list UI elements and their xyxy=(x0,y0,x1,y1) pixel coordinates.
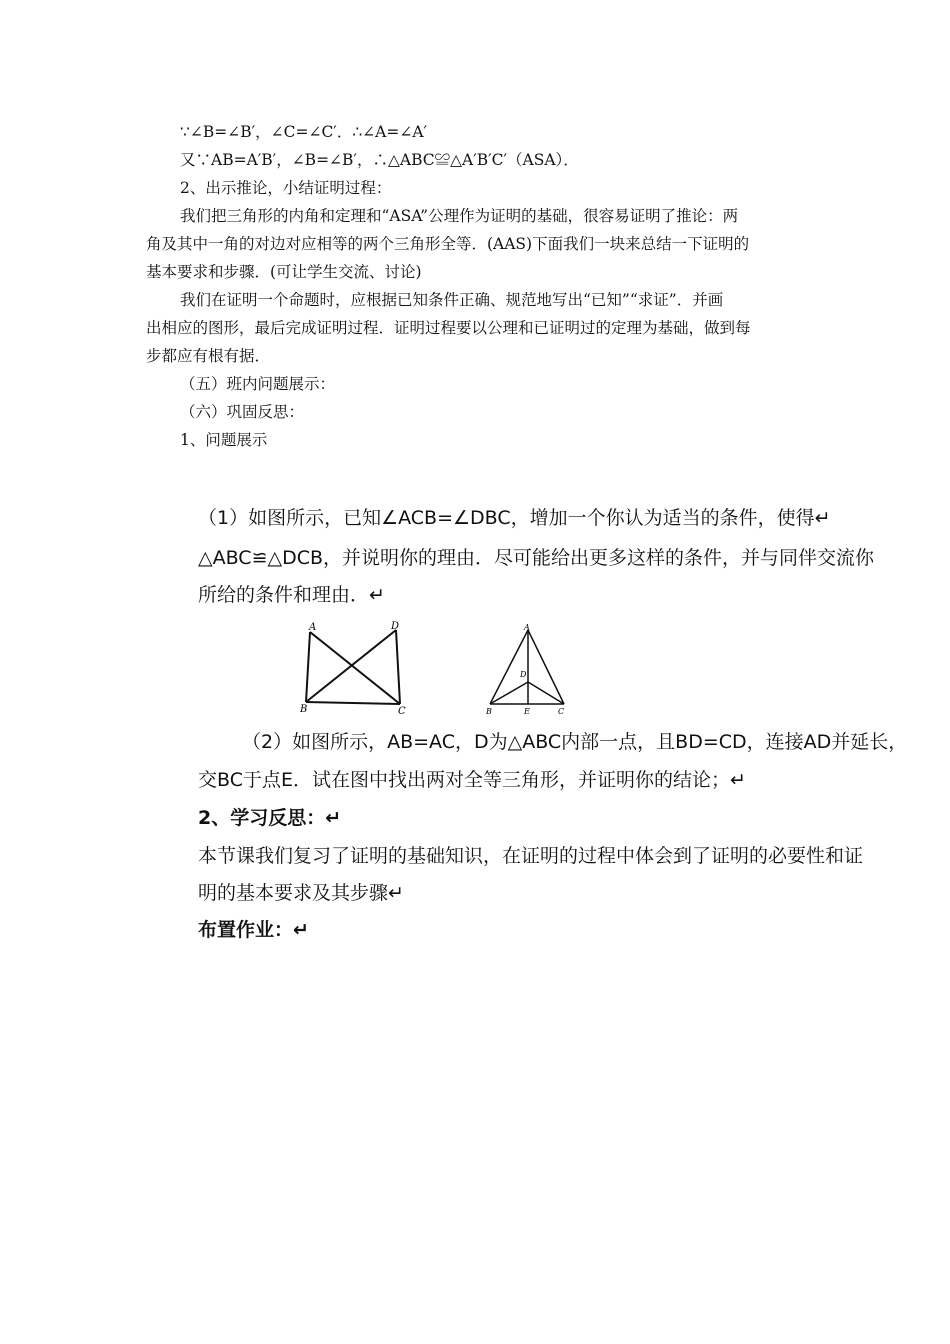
section-five-title: （五）班内问题展示： xyxy=(180,375,336,393)
problem-2-line: 交BC于点E．试在图中找出两对全等三角形，并证明你的结论；↵ xyxy=(198,769,746,791)
label-E: E xyxy=(524,707,530,716)
problem-1-line: 所给的条件和理由．↵ xyxy=(198,584,385,606)
proof-line-2: 又∵AB=A′B′，∠B=∠B′，∴△ABC≌△A′B′C′（ASA）． xyxy=(180,151,579,169)
label-A: A xyxy=(309,622,317,633)
paragraph-line: 我们在证明一个命题时，应根据已知条件正确、规范地写出“已知”“求证”．并画 xyxy=(180,291,724,309)
paragraph-line: 步都应有根有据． xyxy=(146,347,271,365)
paragraph-line: 基本要求和步骤．(可让学生交流、讨论) xyxy=(146,263,422,281)
reflection-heading: 2、学习反思：↵ xyxy=(198,807,342,829)
reflection-line: 本节课我们复习了证明的基础知识，在证明的过程中体会到了证明的必要性和证 xyxy=(198,845,864,867)
reflection-line: 明的基本要求及其步骤↵ xyxy=(198,882,404,904)
label-B: B xyxy=(486,707,492,716)
label-B: B xyxy=(300,704,308,715)
label-A: A xyxy=(524,623,530,632)
label-C: C xyxy=(398,706,406,717)
homework-heading: 布置作业：↵ xyxy=(198,919,309,941)
label-D: D xyxy=(391,621,400,632)
paragraph-line: 出相应的图形，最后完成证明过程．证明过程要以公理和已证明过的定理为基础，做到每 xyxy=(146,319,751,337)
label-C: C xyxy=(558,707,565,716)
problems-heading: 1、问题展示 xyxy=(180,431,268,449)
label-D: D xyxy=(520,670,527,679)
problem-1-line: △ABC≌△DCB，并说明你的理由．尽可能给出更多这样的条件，并与同伴交流你 xyxy=(198,547,875,569)
proof-line-1: ∵∠B=∠B′，∠C=∠C′．∴∠A=∠A′ xyxy=(180,123,428,141)
problem-2-line: （2）如图所示，AB=AC，D为△ABC内部一点，且BD=CD，连接AD并延长， xyxy=(242,731,908,753)
section-heading-inference: 2、出示推论，小结证明过程： xyxy=(180,179,392,197)
figure-quadrilateral xyxy=(296,618,416,718)
section-six-title: （六）巩固反思： xyxy=(180,403,305,421)
paragraph-line: 我们把三角形的内角和定理和“ASA”公理作为证明的基础，很容易证明了推论：两 xyxy=(180,207,739,225)
figure-isosceles-triangle xyxy=(484,620,584,720)
problem-1-line: （1）如图所示，已知∠ACB=∠DBC，增加一个你认为适当的条件，使得↵ xyxy=(198,507,831,529)
paragraph-line: 角及其中一角的对边对应相等的两个三角形全等．(AAS)下面我们一块来总结一下证明的 xyxy=(146,235,750,253)
